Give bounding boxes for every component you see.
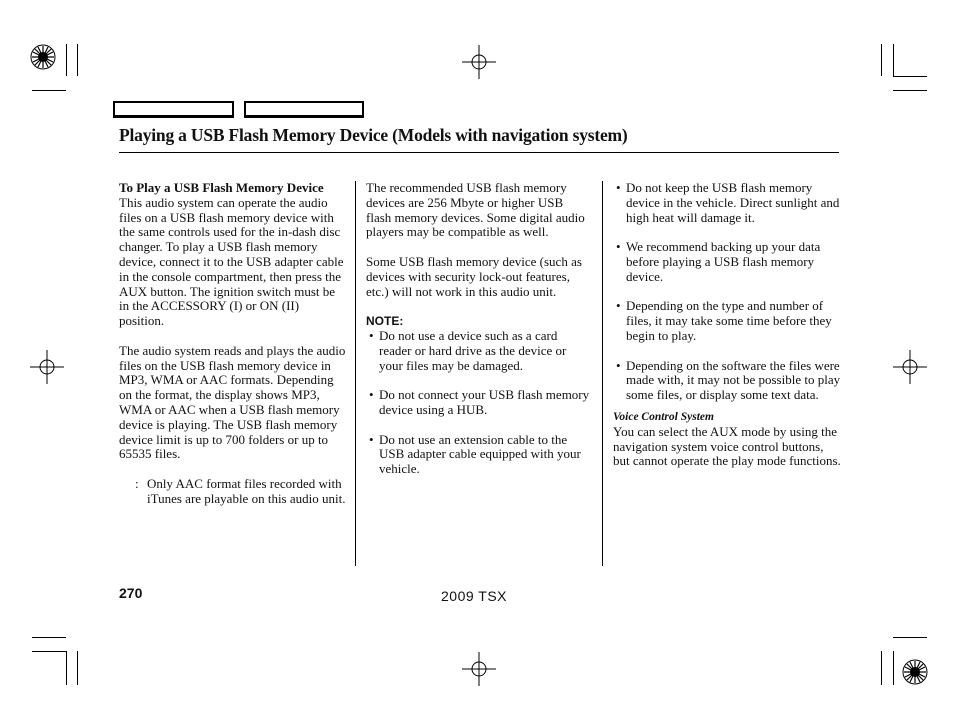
title-rule xyxy=(119,152,839,153)
registration-target-top-left-icon xyxy=(30,44,56,70)
list-item xyxy=(613,299,841,343)
crosshair-right-middle-icon xyxy=(893,350,927,384)
crop-mark xyxy=(77,651,78,685)
formats-paragraph: The audio system reads and plays the audio files on the USB flash memory device in MP3, WMA or AAC formats. Depending on the format, the display shows MP3, WMA or AAC when a USB flash memory device is playing. The USB flash memory device limit is up to 700 folders or up to 65535 files. xyxy=(119,342,346,462)
header-tab-box-right xyxy=(244,101,364,118)
bullet-text: Depending on the software the files were made with, it may not be possible to play some files, or display some text data. xyxy=(626,357,841,403)
bullet-icon: • xyxy=(616,239,621,255)
bullet-text: Do not connect your USB flash memory device using a HUB. xyxy=(379,387,590,417)
list-item xyxy=(613,240,841,284)
bullet-icon: • xyxy=(616,180,621,195)
crop-mark xyxy=(66,44,67,76)
crosshair-top-center-icon xyxy=(462,45,496,79)
crop-mark xyxy=(32,90,66,91)
bullet-icon: • xyxy=(616,357,621,373)
footnote-text: Only AAC format files recorded with iTunes are playable on this audio unit. xyxy=(147,475,346,506)
crop-mark xyxy=(893,90,927,91)
column-2 xyxy=(366,181,591,477)
bullet-text: Do not use a device such as a card reader or hard drive as the device or your files may be damaged. xyxy=(379,327,567,373)
header-tab-box-left xyxy=(113,101,234,118)
security-paragraph: Some USB flash memory device (such as devices with security lock-out features, etc.) will not work in this audio unit. xyxy=(366,253,582,299)
model-name: 2009 TSX xyxy=(441,588,508,604)
registration-target-bottom-right-icon xyxy=(902,659,928,685)
voice-control-paragraph: You can select the AUX mode by using the navigation system voice control buttons, but cannot operate the play mode functions. xyxy=(613,423,841,469)
crop-mark xyxy=(893,651,894,685)
footnote-mark: : xyxy=(135,475,139,491)
crosshair-left-middle-icon xyxy=(30,350,64,384)
bullet-text: Depending on the type and number of files, it may take some time before they begin to play. xyxy=(626,298,832,343)
bullet-icon: • xyxy=(369,327,374,343)
crosshair-bottom-center-icon xyxy=(462,652,496,686)
column-3 xyxy=(613,181,841,469)
crop-mark xyxy=(881,651,882,685)
bullet-text: Do not keep the USB flash memory device in the vehicle. Direct sunlight and high heat will damage it. xyxy=(626,180,840,225)
crop-mark xyxy=(32,637,66,638)
crop-mark xyxy=(77,44,78,76)
crop-mark xyxy=(66,651,67,685)
footnote xyxy=(119,477,347,507)
list-item xyxy=(366,388,591,418)
intro-paragraph: This audio system can operate the audio files on a USB flash memory device with the same controls used for the in-dash disc changer. To play a USB flash memory device, connect it to the USB adapter cable in the console compartment, then press the AUX button. The ignition switch must be in the ACCESSORY (I) or ON (II) position. xyxy=(119,194,344,329)
crop-mark xyxy=(881,44,882,76)
column-divider-2 xyxy=(602,181,603,566)
column-divider-1 xyxy=(355,181,356,566)
column-1 xyxy=(119,181,347,507)
bullet-icon: • xyxy=(369,431,374,447)
list-item xyxy=(613,181,841,225)
bullet-text: Do not use an extension cable to the USB adapter cable equipped with your vehicle. xyxy=(379,431,581,477)
list-item xyxy=(366,433,591,477)
note-label: NOTE: xyxy=(366,314,404,329)
page-title: Playing a USB Flash Memory Device (Models with navigation system) xyxy=(119,125,628,145)
list-item xyxy=(366,329,591,373)
bullet-text: We recommend backing up your data before playing a USB flash memory device. xyxy=(626,239,821,284)
page-number: 270 xyxy=(119,585,143,601)
crop-mark xyxy=(893,44,894,76)
bullet-icon: • xyxy=(616,298,621,314)
section-heading: To Play a USB Flash Memory Device xyxy=(119,180,324,195)
recommended-paragraph: The recommended USB flash memory devices are 256 Mbyte or higher USB flash memory devices. Some digital audio players may be compatible as well. xyxy=(366,180,585,240)
voice-control-heading: Voice Control System xyxy=(613,410,714,423)
bullet-icon: • xyxy=(369,387,374,403)
list-item xyxy=(613,359,841,403)
crop-mark xyxy=(893,76,927,77)
crop-mark xyxy=(893,637,927,638)
crop-mark xyxy=(32,651,66,652)
